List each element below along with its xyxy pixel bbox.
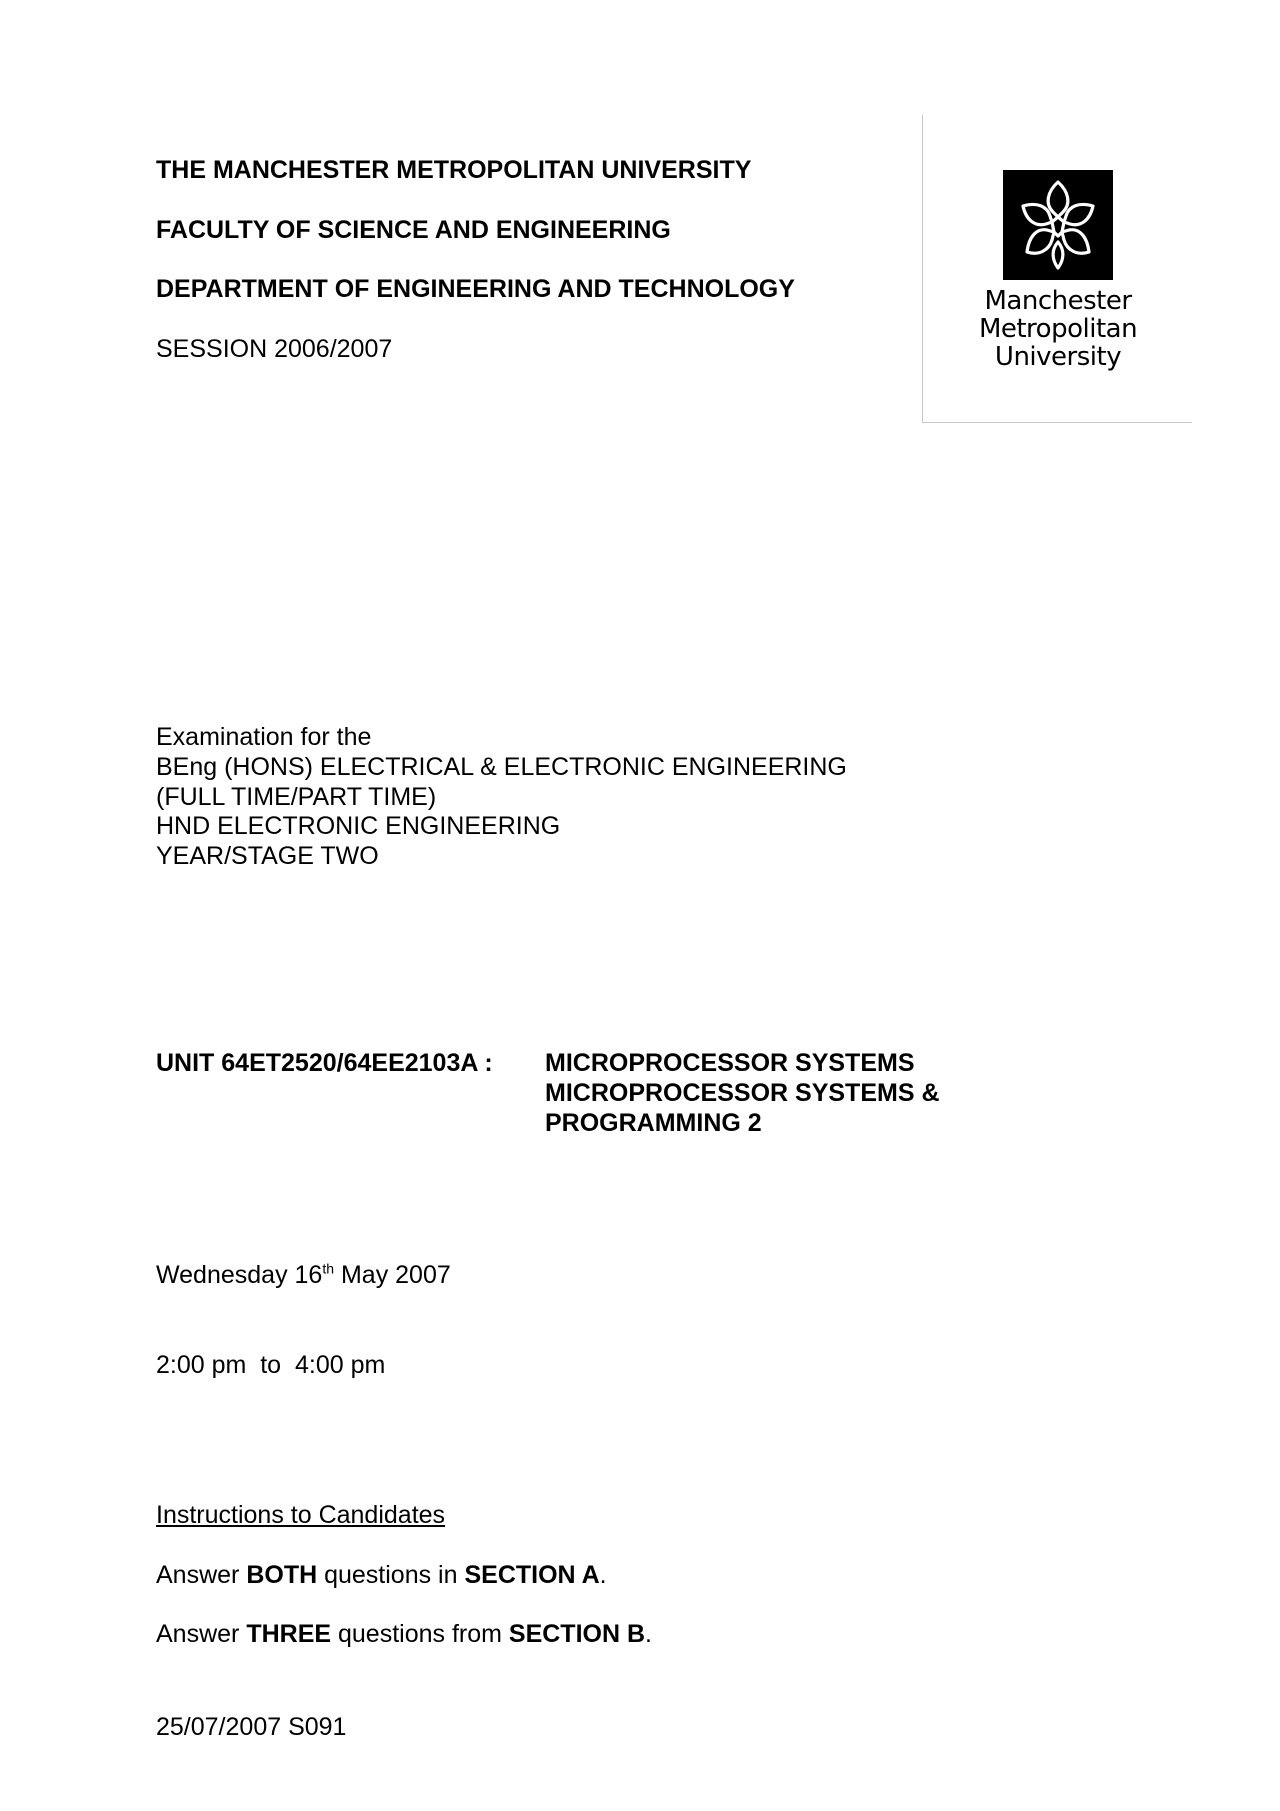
exam-time: 2:00 pm to 4:00 pm — [156, 1351, 386, 1379]
instructions-heading: Instructions to Candidates — [156, 1501, 446, 1529]
exam-month-year: May 2007 — [334, 1261, 451, 1289]
logo-wordmark — [923, 287, 1193, 371]
exam-date — [156, 1260, 451, 1290]
university-name: THE MANCHESTER METROPOLITAN UNIVERSITY — [156, 156, 752, 184]
date-ordinal: th — [322, 1260, 335, 1277]
unit-titles — [545, 1048, 940, 1138]
logo-line-3: University — [994, 342, 1122, 372]
unit-code: UNIT 64ET2520/64EE2103A : — [156, 1049, 493, 1077]
programme-hnd: HND ELECTRONIC ENGINEERING — [156, 812, 561, 840]
programme-beng: BEng (HONS) ELECTRICAL & ELECTRONIC ENGINEERING — [156, 753, 847, 781]
instruction-text: . — [599, 1561, 607, 1589]
logo-line-1: Manchester — [984, 286, 1132, 316]
session: SESSION 2006/2007 — [156, 335, 393, 363]
instruction-text: questions from — [331, 1620, 509, 1648]
exam-day: Wednesday 16 — [156, 1261, 323, 1289]
instruction-emphasis: SECTION A — [464, 1561, 600, 1589]
instruction-text: Answer — [156, 1561, 247, 1589]
instruction-emphasis: THREE — [246, 1620, 332, 1648]
instruction-text: questions in — [317, 1561, 465, 1589]
exam-intro: Examination for the — [156, 723, 372, 751]
logo-line-2: Metropolitan — [978, 314, 1138, 344]
instruction-emphasis: SECTION B — [508, 1620, 646, 1648]
instruction-text: . — [645, 1620, 652, 1648]
unit-title-3: PROGRAMMING 2 — [545, 1109, 762, 1137]
university-logo — [922, 115, 1192, 423]
year-stage: YEAR/STAGE TWO — [156, 842, 379, 870]
instruction-section-b — [156, 1619, 652, 1649]
unit-title-2: MICROPROCESSOR SYSTEMS & — [545, 1079, 940, 1107]
instruction-emphasis: BOTH — [246, 1561, 318, 1589]
programme-mode: (FULL TIME/PART TIME) — [156, 783, 437, 811]
unit-title-1: MICROPROCESSOR SYSTEMS — [545, 1049, 915, 1077]
instruction-text: Answer — [156, 1620, 247, 1648]
instruction-section-a — [156, 1560, 607, 1590]
document-reference: 25/07/2007 S091 — [156, 1713, 347, 1741]
rose-emblem-icon — [1003, 170, 1113, 280]
department-name: DEPARTMENT OF ENGINEERING AND TECHNOLOGY — [156, 275, 795, 303]
faculty-name: FACULTY OF SCIENCE AND ENGINEERING — [156, 216, 671, 244]
